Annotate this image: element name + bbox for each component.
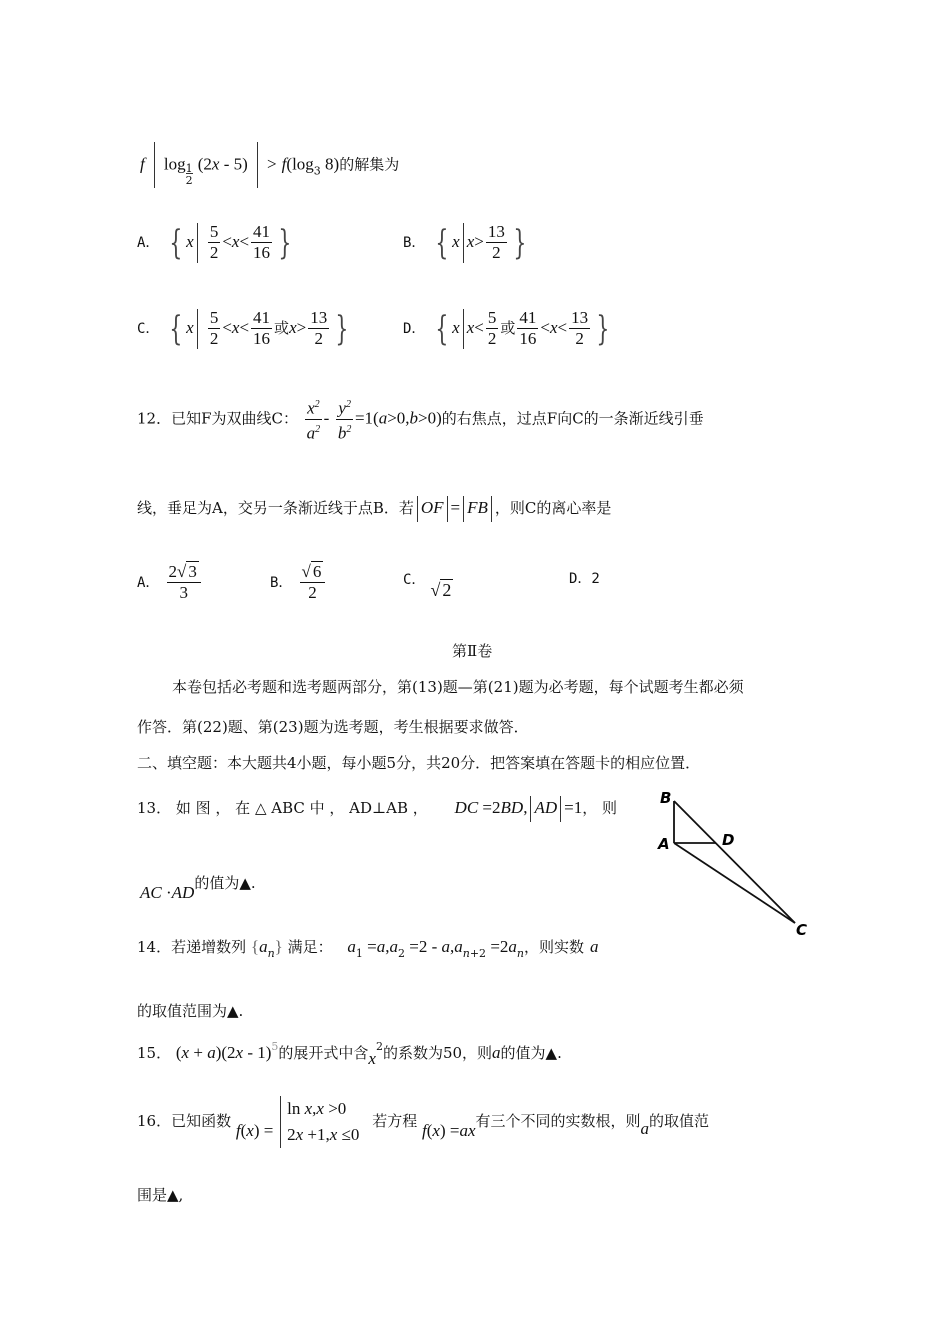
q12-option-a: A． $\frac{2√ 3}{3}$ xyxy=(137,562,203,603)
q12-line1: 12．已知F为双曲线C： $\frac{x^2}{a^2}$ - $\frac{y^2}{b^2}$ =1(a>0,b>0)的右焦点，过点F向C的一条渐近线引垂 xyxy=(137,395,704,443)
q15-line: 15． (x + a)(2x - 1)$^5$的展开式中含$x^2$的系数为50，则a的值为▲. xyxy=(137,1040,562,1068)
q11-stem: f log1 2 $(2x - 5) > f(\log_3$ 8)的解集为 xyxy=(140,142,399,192)
q12-line2: 线，垂足为A，交另一条渐近线于点B．若 OF = FB ，则C的离心率是 xyxy=(137,496,611,522)
q14-line2: 的取值范围为▲. xyxy=(137,1002,244,1020)
label-d: D xyxy=(722,831,735,849)
abs-bar-right xyxy=(257,142,258,188)
label-b: B xyxy=(660,789,672,807)
label-a: A xyxy=(658,835,670,853)
q11-option-a: A． { x $\frac{5}{2}$ <x< $\frac{41}{16}$ } xyxy=(137,222,292,263)
q11-option-c: C． { x $\frac{5}{2}$ <x< $\frac{41}{16}$ 或x> $\frac{13}{2}$ } xyxy=(137,308,349,349)
q13-triangle-figure xyxy=(650,785,820,940)
segment-ac xyxy=(674,843,795,923)
q12-option-d: D．2 xyxy=(569,571,600,587)
q14-line1: 14．若递增数列 $\{a_n\}$ 满足： $a_1 =a,a_2 =2 - a,a_{n+2} =2a_n$，则实数 a xyxy=(137,937,599,960)
abs-bar-left xyxy=(154,142,155,188)
section2-intro-line2: 作答．第(22)题、第(23)题为选考题，考生根据要求做答． xyxy=(137,718,529,736)
q16-line2: 围是▲, xyxy=(137,1186,184,1204)
q13-line1: 13． 如 图 ， 在 △ ABC 中 ， AD⊥AB ， DC =2BD, AD =1， 则 xyxy=(137,796,617,822)
fill-heading: 二、填空题：本大题共4小题，每小题5分，共20分．把答案填在答题卡的相应位置． xyxy=(137,754,701,772)
q11-option-b: B． { x x> $\frac{13}{2}$ } xyxy=(403,222,527,263)
q11-option-d: D． { x x< $\frac{5}{2}$ 或 $\frac{41}{16}$ <x< $\frac{13}{2}$ } xyxy=(403,308,610,349)
section2-intro-line1: 本卷包括必考题和选考题两部分，第(13)题—第(21)题为必考题，每个试题考生都必须 xyxy=(172,678,744,696)
q11-stem-tail: 的解集为 xyxy=(339,155,400,174)
label-c: C xyxy=(796,921,808,939)
q13-line2: AC ·AD的值为▲. xyxy=(140,874,256,902)
q12-option-b: B． $\frac{√ 6}{2}$ xyxy=(270,562,327,603)
q12-option-c: C． √ 2 xyxy=(403,572,452,600)
q16-line1: 16．已知函数 f(x) = ln x,x >0 2x +1,x ≤0 若方程 f(x) =ax有三个不同的实数根，则a的取值范 xyxy=(137,1096,709,1148)
section2-title: 第Ⅱ卷 xyxy=(452,642,493,660)
segment-bc xyxy=(674,801,795,923)
